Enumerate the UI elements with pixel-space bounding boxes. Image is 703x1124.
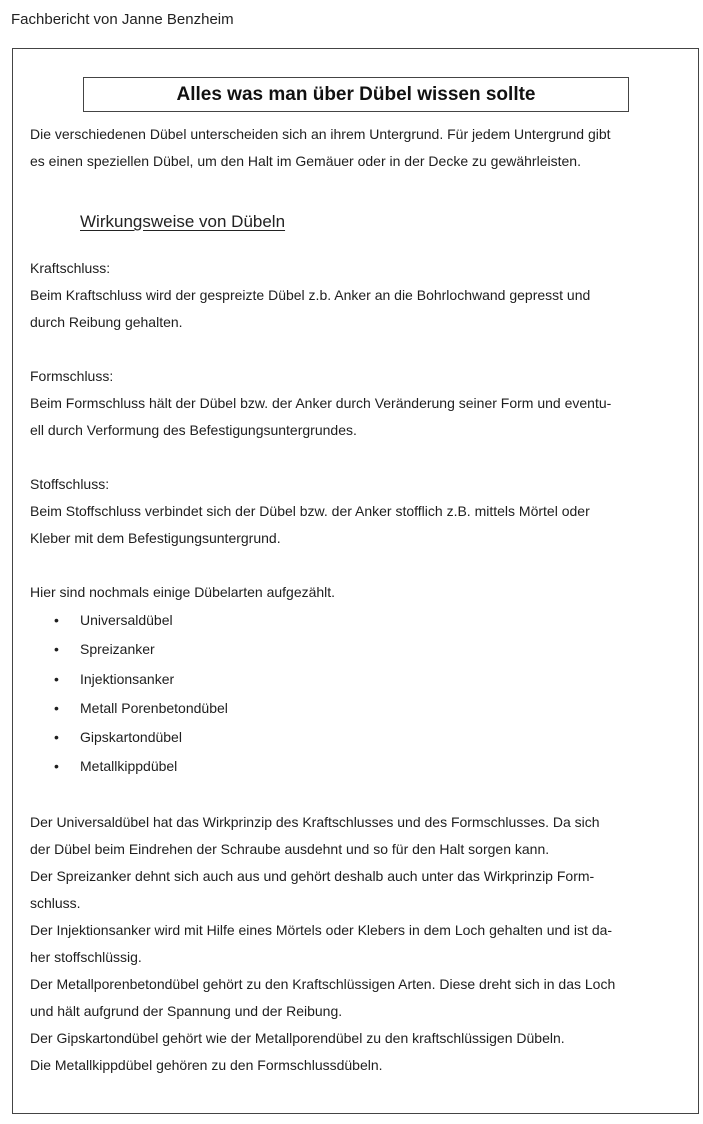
list-intro: Hier sind nochmals einige Dübelarten aufgezählt.: [30, 584, 336, 600]
dowel-type-list: [30, 606, 690, 782]
document-body: [30, 121, 690, 1079]
list-item-label: Gipskartondübel: [80, 729, 182, 746]
document-frame: [12, 48, 699, 1114]
bullet-icon: •: [54, 699, 59, 716]
list-item: [30, 606, 690, 635]
closing-line: der Dübel beim Eindrehen der Schraube ausdehnt und so für den Halt sorgen kann.: [30, 840, 550, 857]
section-text-line: durch Reibung gehalten.: [30, 314, 183, 330]
section-heading: Wirkungsweise von Dübeln: [80, 212, 286, 231]
spacer: [30, 336, 690, 363]
section-text-line: Beim Formschluss hält der Dübel bzw. der Anker durch Veränderung seiner Form und eventu-: [30, 395, 612, 411]
section-text-line: Beim Stoffschluss verbindet sich der Dübel bzw. der Anker stofflich z.B. mittels Mörtel oder: [30, 503, 590, 519]
closing-line: schluss.: [30, 894, 81, 911]
author-line: Fachbericht von Janne Benzheim: [11, 11, 234, 28]
list-item: [30, 694, 690, 723]
bullet-icon: •: [54, 729, 59, 746]
section-label-formschluss: Formschluss:: [30, 368, 114, 384]
spacer: [30, 444, 690, 471]
closing-line: Der Universaldübel hat das Wirkprinzip des Kraftschlusses und des Formschlusses. Da sich: [30, 813, 600, 830]
section-label-kraftschluss: Kraftschluss:: [30, 260, 111, 276]
intro-line: es einen speziellen Dübel, um den Halt im Gemäuer oder in der Decke zu gewährleisten.: [30, 153, 581, 169]
list-item-label: Metall Porenbetondübel: [80, 699, 228, 716]
section-label-stoffschluss: Stoffschluss:: [30, 476, 110, 492]
list-item-label: Spreizanker: [80, 641, 155, 658]
document-title: Alles was man über Dübel wissen sollte: [83, 77, 629, 112]
section-text-line: ell durch Verformung des Befestigungsuntergrundes.: [30, 422, 357, 438]
bullet-icon: •: [54, 641, 59, 658]
section-text-line: Beim Kraftschluss wird der gespreizte Dübel z.b. Anker an die Bohrlochwand gepresst und: [30, 287, 591, 303]
spacer: [30, 552, 690, 579]
bullet-icon: •: [54, 612, 59, 628]
list-item-label: Injektionsanker: [80, 670, 175, 687]
closing-line: Die Metallkippdübel gehören zu den Formschlussdübeln.: [30, 1056, 383, 1073]
list-item: [30, 665, 690, 694]
list-item-label: Universaldübel: [80, 612, 173, 628]
closing-line: Der Injektionsanker wird mit Hilfe eines Mörtels oder Klebers in dem Loch gehalten und ist da-: [30, 921, 613, 938]
section-text-line: Kleber mit dem Befestigungsuntergrund.: [30, 530, 281, 546]
bullet-icon: •: [54, 670, 59, 687]
list-item-label: Metallkippdübel: [80, 758, 178, 775]
closing-line: her stoffschlüssig.: [30, 948, 142, 965]
closing-line: und hält aufgrund der Spannung und der Reibung.: [30, 1002, 343, 1019]
closing-line: Der Spreizanker dehnt sich auch aus und gehört deshalb auch unter das Wirkprinzip Form-: [30, 867, 595, 884]
intro-line: Die verschiedenen Dübel unterscheiden sich an ihrem Untergrund. Für jedem Untergrund gibt: [30, 126, 611, 142]
list-item: [30, 752, 690, 781]
closing-line: Der Gipskartondübel gehört wie der Metallporendübel zu den kraftschlüssigen Dübeln.: [30, 1029, 565, 1046]
bullet-icon: •: [54, 758, 59, 775]
spacer: [30, 241, 690, 255]
closing-line: Der Metallporenbetondübel gehört zu den Kraftschlüssigen Arten. Diese dreht sich in das Loch: [30, 975, 616, 992]
list-item: [30, 635, 690, 664]
spacer: [30, 782, 690, 809]
list-item: [30, 723, 690, 752]
